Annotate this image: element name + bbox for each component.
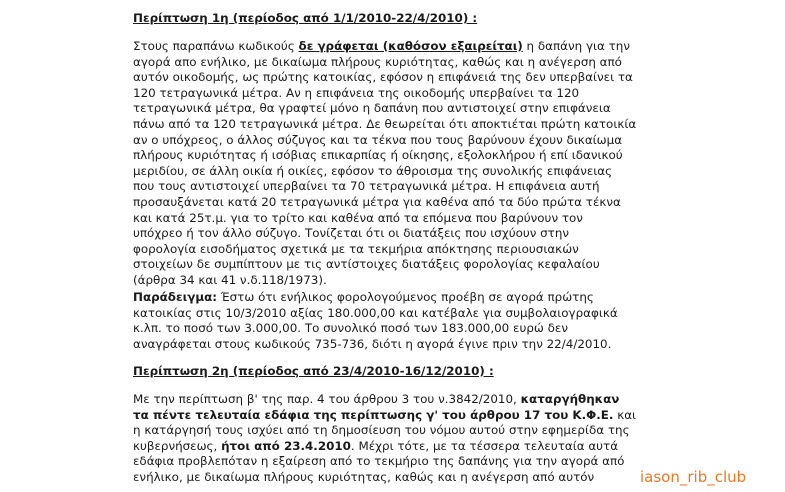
paragraph-case-1-line xyxy=(133,133,622,148)
text-segment: μεριδίου, σε άλλη οικία ή οικίες, εφόσον το άθροισμα της συνολικής επιφάνειας xyxy=(133,163,613,178)
paragraph-case-1-line xyxy=(133,101,611,116)
paragraph-case-1-line xyxy=(133,211,583,226)
text-segment: κυβερνήσεως, xyxy=(133,438,222,453)
text-segment: ήτοι από 23.4.2010 xyxy=(221,438,351,453)
text-segment: 120 τετραγωνικά μέτρα. Αν η επιφάνεια της οικοδομής υπερβαίνει τα 120 xyxy=(133,85,580,100)
text-segment: τετραγωνικά μέτρα, θα γραφτεί μόνο η δαπάνη που αντιστοιχεί στην επιφάνεια xyxy=(133,101,611,116)
paragraph-case-1-line xyxy=(133,39,630,54)
heading-case-2-line xyxy=(133,364,494,379)
text-segment: τα πέντε τελευταία εδάφια της περίπτωσης γ' του άρθρου 17 του Κ.Φ.Ε. xyxy=(133,407,614,422)
paragraph-case-1-line xyxy=(133,117,636,132)
paragraph-case-2-line xyxy=(133,439,618,454)
text-segment: καταργήθηκαν xyxy=(520,392,620,406)
paragraph-case-2-line xyxy=(133,408,636,423)
text-segment: κατοικίας στις 10/3/2010 αξίας 180.000,00 και κατέβαλε για συμβολαιογραφικά xyxy=(133,305,618,320)
text-segment: Παράδειγμα: xyxy=(133,290,217,304)
text-segment: αυτόν οικοδομής, ως πρώτης κατοικίας, εφόσον η επιφάνειά της δεν υπερβαίνει τα xyxy=(133,70,633,85)
text-segment: προσαυξάνεται κατά 20 τετραγωνικά μέτρα για καθένα από τα δύο πρώτα τέκνα xyxy=(133,195,621,209)
text-segment: υπόχρεο ή τον άλλο σύζυγο. Τονίζεται ότι οι διατάξεις που ισχύουν στην xyxy=(133,226,570,241)
text-segment: Στους παραπάνω κωδικούς xyxy=(133,39,299,53)
paragraph-case-1-line xyxy=(133,179,600,194)
paragraph-case-1-line xyxy=(133,257,600,272)
text-segment: δε γράφεται (καθόσον εξαιρείται) xyxy=(298,39,523,53)
text-segment: που τους αντιστοιχεί υπερβαίνει τα 70 τετραγωνικά μέτρα. Η επιφάνεια αυτή xyxy=(133,179,600,194)
text-segment: πλήρους κυριότητας ή ισόβιας επικαρπίας ή οίκησης, εξολοκλήρου ή επί ιδανικού xyxy=(133,148,623,163)
heading-case-1-line xyxy=(133,11,477,26)
text-segment: Περίπτωση 1η (περίοδος από 1/1/2010-22/4/2010) : xyxy=(133,11,478,25)
paragraph-case-1-line xyxy=(133,195,621,210)
text-segment: στοιχείων δε συμπίπτουν με τις αντίστοιχες διατάξεις φορολογίας κεφαλαίου xyxy=(133,257,600,272)
text-segment: η δαπάνη για την xyxy=(522,39,630,53)
text-segment: κ.λπ. το ποσό των 3.000,00. Το συνολικό ποσό των 183.000,00 ευρώ δεν xyxy=(133,321,568,336)
text-segment: αναγράφεται στους κωδικούς 735-736, διότι η αγορά έγινε πριν την 22/4/2010. xyxy=(133,336,612,351)
text-segment: . Μέχρι τότε, με τα τέσσερα τελευταία αυτά xyxy=(350,438,619,453)
text-segment: φορολογία εισοδήματος σχετικά με τα τεκμήρια απόκτησης περιουσιακών xyxy=(133,241,579,256)
paragraph-case-1-line xyxy=(133,148,623,163)
paragraph-case-2-line xyxy=(133,454,624,469)
paragraph-case-2-line xyxy=(133,423,630,438)
text-segment: Περίπτωση 2η (περίοδος από 23/4/2010-16/12/2010) : xyxy=(133,364,494,378)
paragraph-case-1-line xyxy=(133,70,633,85)
text-segment: και κατά 25τ.μ. για το τρίτο και καθένα από τα επόμενα που βαρύνουν τον xyxy=(133,210,583,225)
text-segment: πάνω από τα 120 τετραγωνικά μέτρα. Δε θεωρείται ότι αποκτιέται πρώτη κατοικία xyxy=(133,117,637,131)
text-segment: (άρθρα 34 και 41 ν.δ.118/1973). xyxy=(133,273,327,287)
watermark: iason_rib_club xyxy=(640,468,747,486)
text-segment: Με την περίπτωση β' της παρ. 4 του άρθρου 3 του ν.3842/2010, xyxy=(133,392,521,406)
text-segment: Έστω ότι ενήλικος φορολογούμενος προέβη σε αγορά πρώτης xyxy=(217,290,594,304)
paragraph-case-1-line xyxy=(133,55,622,70)
text-segment: εδάφια προβλεπόταν η εξαίρεση από το τεκμήριο της δαπάνης για την αγορά από xyxy=(133,454,625,469)
paragraph-case-1-line xyxy=(133,273,327,288)
paragraph-case-2-line xyxy=(133,392,619,407)
paragraph-example-line xyxy=(133,290,594,305)
paragraph-example-line xyxy=(133,306,618,321)
paragraph-case-2-line xyxy=(133,470,594,485)
text-segment: και xyxy=(613,407,637,422)
text-segment: αγορά απο ενήλικο, με δικαίωμα πλήρους κυριότητας, καθώς και η ανέγερση από xyxy=(133,54,622,69)
paragraph-case-1-line xyxy=(133,164,612,179)
text-segment: ενήλικο, με δικαίωμα πλήρους κυριότητας, καθώς και η ανέγερση από αυτόν xyxy=(133,470,595,484)
paragraph-case-1-line xyxy=(133,242,579,257)
paragraph-case-1-line xyxy=(133,226,569,241)
text-segment: η κατάργησή τους ισχύει από τη δημοσίευση του νόμου αυτού στην εφημερίδα της xyxy=(133,423,630,438)
paragraph-example-line xyxy=(133,337,611,352)
paragraph-example-line xyxy=(133,321,568,336)
paragraph-case-1-line xyxy=(133,86,579,101)
text-segment: αν ο υπόχρεος, ο άλλος σύζυγος και τα τέκνα που τους βαρύνουν έχουν δικαίωμα xyxy=(133,132,623,147)
